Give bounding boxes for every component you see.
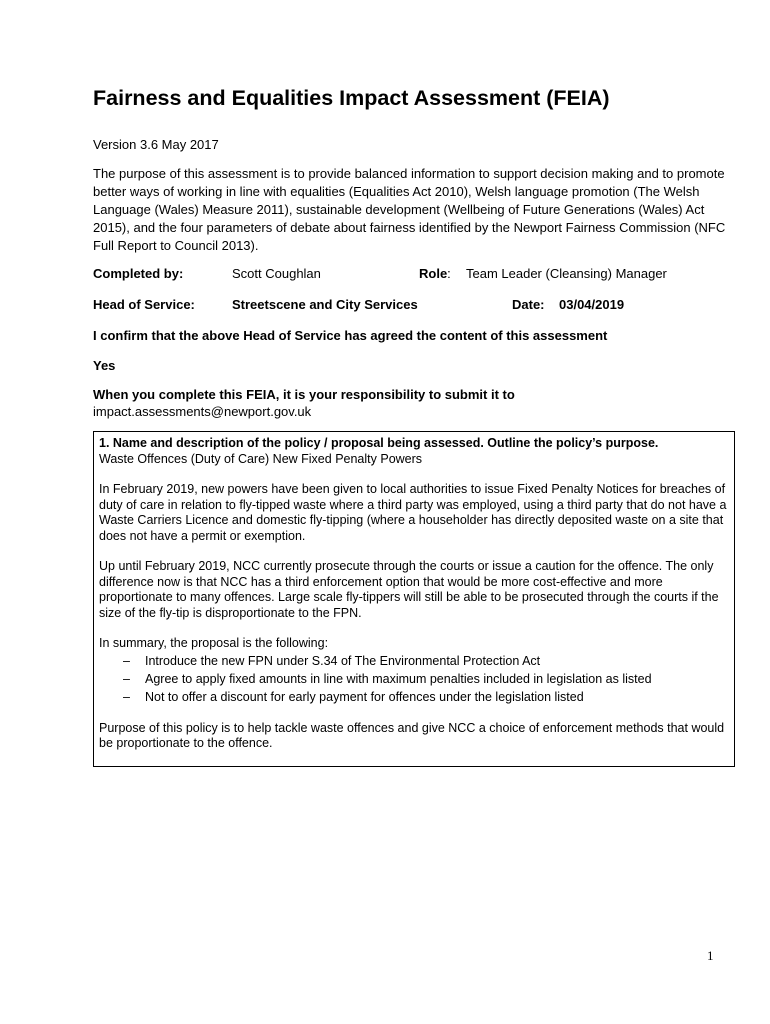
role-colon: : (447, 266, 451, 281)
role-label: Role (419, 266, 448, 281)
section-1-heading: 1. Name and description of the policy / proposal being assessed. Outline the policy’s purpose. (99, 436, 659, 450)
section-1-paragraph-1: In February 2019, new powers have been given to local authorities to issue Fixed Penalty Notices for breaches of duty of care in relation to fly-tipped waste where a third party was employed, using a third party that do not have a Waste Carriers Licence and domestic fly-tipping (where a householder has directly deposited waste on a site that does not have a permit or exemption. (99, 482, 727, 543)
date-value: 03/04/2019 (559, 297, 625, 312)
page-title: Fairness and Equalities Impact Assessment (FEIA) (93, 86, 610, 110)
role-field (419, 266, 451, 281)
section-1-paragraph-2: Up until February 2019, NCC currently prosecute through the courts or issue a caution for the offence. The only difference now is that NCC has a third enforcement option that would be more cost-effective and more proportionate to many offences. Large scale fly-tippers will still be able to be prosecuted through the courts if the size of the fly-tip is disproportionate to the FPN. (99, 559, 719, 620)
submit-email: impact.assessments@newport.gov.uk (93, 404, 312, 419)
submit-statement: When you complete this FEIA, it is your responsibility to submit it to (93, 387, 515, 402)
version-text: Version 3.6 May 2017 (93, 137, 219, 152)
confirm-statement: I confirm that the above Head of Service has agreed the content of this assessment (93, 328, 608, 343)
proposal-list (99, 652, 729, 706)
summary-intro: In summary, the proposal is the following: (99, 636, 329, 650)
head-of-service-value: Streetscene and City Services (232, 297, 418, 312)
completed-by-value: Scott Coughlan (232, 266, 321, 281)
list-item: – Not to offer a discount for early payment for offences under the legislation listed (99, 688, 729, 706)
role-value: Team Leader (Cleansing) Manager (466, 266, 667, 281)
list-item: – Introduce the new FPN under S.34 of The Environmental Protection Act (99, 652, 729, 670)
list-item: – Agree to apply fixed amounts in line with maximum penalties included in legislation as listed (99, 670, 729, 688)
completed-by-label: Completed by: (93, 266, 184, 281)
purpose-paragraph: Purpose of this policy is to help tackle waste offences and give NCC a choice of enforcement methods that would be proportionate to the offence. (99, 720, 725, 750)
section-1-box (93, 431, 735, 767)
date-label: Date: (512, 297, 545, 312)
policy-name: Waste Offences (Duty of Care) New Fixed Penalty Powers (99, 451, 423, 466)
intro-paragraph: The purpose of this assessment is to provide balanced information to support decision making and to promote better ways of working in line with equalities (Equalities Act 2010), Welsh language promotion (The Welsh Language (Wales) Measure 2011), sustainable development (Wellbeing of Future Generations (Wales) Act 2015), and the four parameters of debate about fairness identified by the Newport Fairness Commission (NFC Full Report to Council 2013). (93, 166, 726, 253)
page-number: 1 (707, 948, 714, 963)
head-of-service-label: Head of Service: (93, 297, 195, 312)
confirm-answer: Yes (93, 358, 116, 373)
